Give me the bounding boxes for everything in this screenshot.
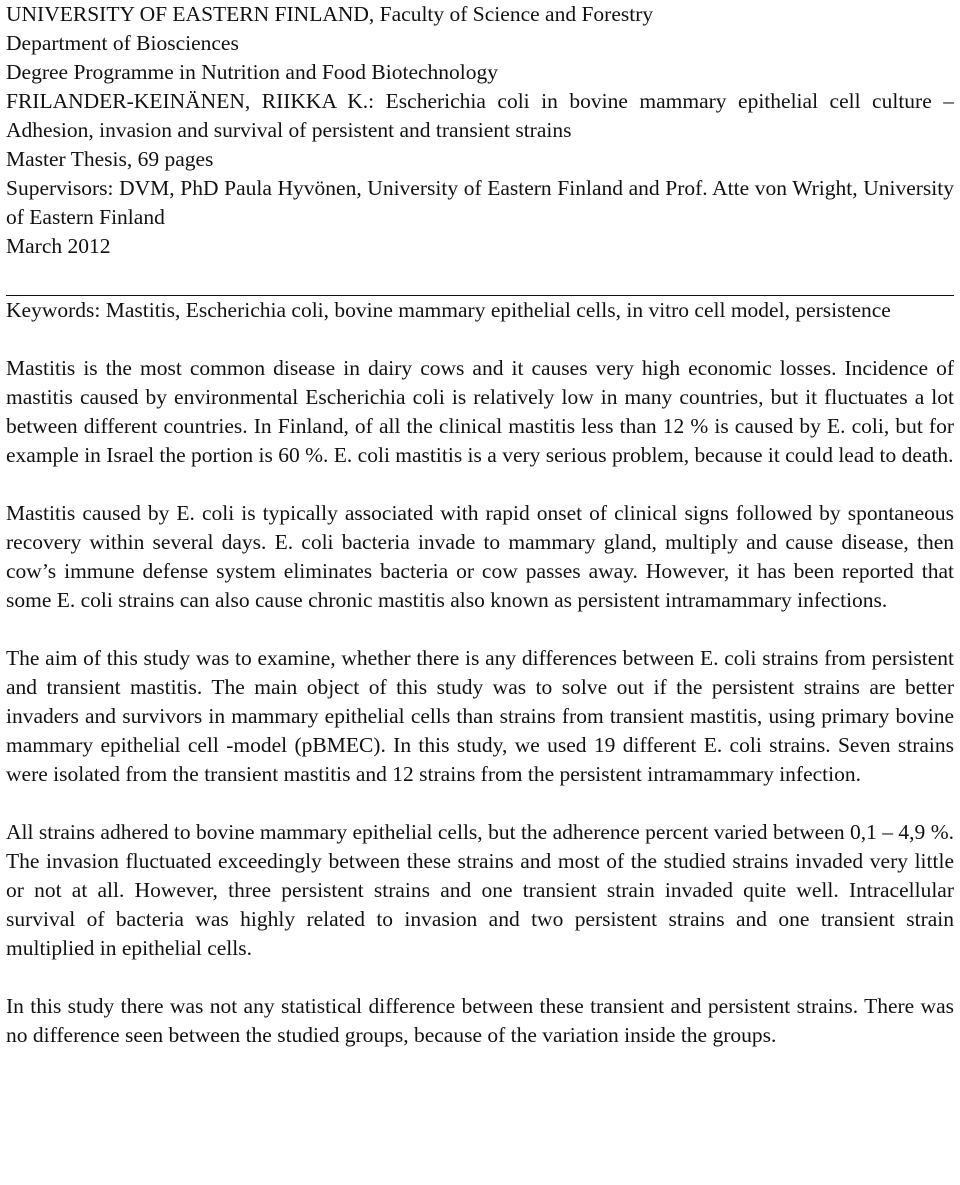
abstract-paragraph-2: Mastitis caused by E. coli is typically associated with rapid onset of clinical signs followed by spontaneous recovery within several days. E. coli bacteria invade to mammary gland, multiply and cause disease, then cow’s immune defense system eliminates bacteria or cow passes away. However, it has been reported that some E. coli strains can also cause chronic mastitis also known as persistent intramammary infections. xyxy=(6,501,954,612)
department-line: Department of Biosciences xyxy=(6,31,239,55)
abstract-paragraph-1: Mastitis is the most common disease in dairy cows and it causes very high economic losses. Incidence of mastitis caused by environmental Escherichia coli is relatively low in many countries, but it fluctuates a lot between different countries. In Finland, of all the clinical mastitis less than 12 % is caused by E. coli, but for example in Israel the portion is 60 %. E. coli mastitis is a very serious problem, because it could lead to death. xyxy=(6,356,954,467)
abstract-page xyxy=(6,0,954,1050)
thesis-info: Master Thesis, 69 pages xyxy=(6,147,214,171)
keywords: Keywords: Mastitis, Escherichia coli, bovine mammary epithelial cells, in vitro cell model, persistence xyxy=(6,298,891,322)
thesis-header xyxy=(6,0,954,261)
programme-line: Degree Programme in Nutrition and Food Biotechnology xyxy=(6,60,499,84)
thesis-title: FRILANDER-KEINÄNEN, RIIKKA K.: Escherichia coli in bovine mammary epithelial cell culture – Adhesion, invasion and survival of persistent and transient strains xyxy=(6,89,954,142)
abstract-paragraph-3: The aim of this study was to examine, whether there is any differences between E. coli strains from persistent and transient mastitis. The main object of this study was to solve out if the persistent strains are better invaders and survivors in mammary epithelial cells than strains from transient mastitis, using primary bovine mammary epithelial cell -model (pBMEC). In this study, we used 19 different E. coli strains. Seven strains were isolated from the transient mastitis and 12 strains from the persistent intramammary infection. xyxy=(6,646,954,786)
supervisors-line: Supervisors: DVM, PhD Paula Hyvönen, University of Eastern Finland and Prof. Atte von Wright, University of Eastern Finland xyxy=(6,176,954,229)
abstract-paragraph-5: In this study there was not any statistical difference between these transient and persistent strains. There was no difference seen between the studied groups, because of the variation inside the groups. xyxy=(6,994,954,1047)
abstract-paragraph-4: All strains adhered to bovine mammary epithelial cells, but the adherence percent varied between 0,1 – 4,9 %. The invasion fluctuated exceedingly between these strains and most of the studied strains invaded very little or not at all. However, three persistent strains and one transient strain invaded quite well. Intracellular survival of bacteria was highly related to invasion and two persistent strains and one transient strain multiplied in epithelial cells. xyxy=(6,820,954,960)
university-line: UNIVERSITY OF EASTERN FINLAND, Faculty of Science and Forestry xyxy=(6,2,654,26)
date-line: March 2012 xyxy=(6,234,111,258)
